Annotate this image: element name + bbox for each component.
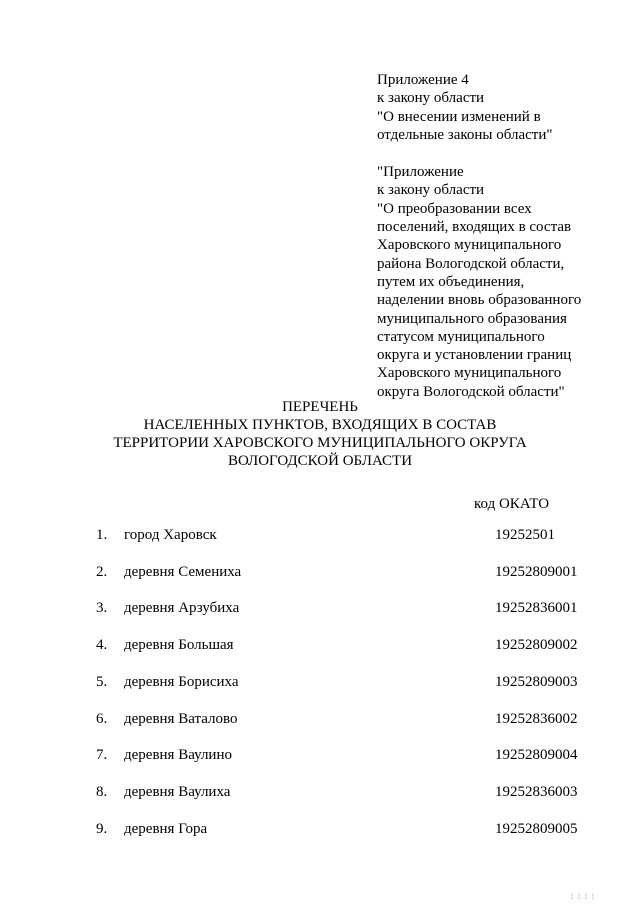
- appendix-block: [377, 71, 627, 401]
- title-line: ТЕРРИТОРИИ ХАРОВСКОГО МУНИЦИПАЛЬНОГО ОКРУГА: [113, 435, 527, 451]
- okato-code: 19252836003: [495, 784, 578, 800]
- appendix-gap: [377, 144, 627, 163]
- title-line: ПЕРЕЧЕНЬ: [282, 399, 358, 415]
- settlement-row: [0, 821, 640, 841]
- quoted-appendix-line: Харовского муниципального: [377, 237, 562, 254]
- settlement-row: [0, 674, 640, 694]
- quoted-appendix-line: путем их объединения,: [377, 273, 525, 290]
- settlement-row: [0, 564, 640, 584]
- row-number: 4.: [96, 637, 108, 653]
- quoted-appendix-line: поселений, входящих в состав: [377, 219, 572, 236]
- settlement-row: [0, 600, 640, 620]
- okato-column-header: код ОКАТО: [474, 496, 550, 512]
- okato-code: 19252809005: [495, 821, 578, 837]
- row-number: 7.: [96, 747, 108, 763]
- row-number: 2.: [96, 564, 108, 580]
- document-title: [0, 398, 640, 470]
- quoted-appendix-line: статусом муниципального: [377, 328, 545, 345]
- quoted-appendix-line: Харовского муниципального: [377, 365, 562, 382]
- settlement-name: деревня Арзубиха: [124, 600, 240, 616]
- okato-code: 19252836002: [495, 711, 578, 727]
- quoted-appendix-line: "О преобразовании всех: [377, 200, 532, 217]
- quoted-appendix-line: округа Вологодской области": [377, 383, 565, 400]
- settlement-name: город Харовск: [124, 527, 217, 543]
- settlement-name: деревня Ваулиха: [124, 784, 231, 800]
- settlement-row: [0, 711, 640, 731]
- appendix-line: к закону области: [377, 90, 485, 107]
- settlement-row: [0, 747, 640, 767]
- settlement-row: [0, 527, 640, 547]
- settlement-name: деревня Гора: [124, 821, 208, 837]
- okato-code: 19252809004: [495, 747, 578, 763]
- quoted-appendix-line: района Вологодской области,: [377, 255, 565, 272]
- scan-artifact-mark: ⋮⋮⋮⋮: [569, 894, 597, 900]
- title-line: ВОЛОГОДСКОЙ ОБЛАСТИ: [227, 453, 413, 469]
- appendix-line: "О внесении изменений в: [377, 108, 541, 125]
- row-number: 8.: [96, 784, 108, 800]
- quoted-appendix-line: наделении вновь образованного: [377, 292, 582, 309]
- settlement-name: деревня Большая: [124, 637, 234, 653]
- quoted-appendix-line: "Приложение: [377, 164, 464, 181]
- settlement-name: деревня Семениха: [124, 564, 242, 580]
- okato-code: 19252501: [495, 527, 555, 543]
- settlement-name: деревня Ваулино: [124, 747, 232, 763]
- row-number: 3.: [96, 600, 108, 616]
- quoted-appendix-line: к закону области: [377, 182, 485, 199]
- appendix-line: Приложение 4: [377, 72, 469, 88]
- okato-code: 19252809003: [495, 674, 578, 690]
- row-number: 5.: [96, 674, 108, 690]
- title-line: НАСЕЛЕННЫХ ПУНКТОВ, ВХОДЯЩИХ В СОСТАВ: [143, 417, 497, 433]
- settlement-name: деревня Борисиха: [124, 674, 239, 690]
- settlement-row: [0, 784, 640, 804]
- appendix-line: отдельные законы области": [377, 126, 553, 143]
- row-number: 6.: [96, 711, 108, 727]
- okato-code: 19252809001: [495, 564, 578, 580]
- quoted-appendix-line: округа и установлении границ: [377, 347, 572, 364]
- settlement-name: деревня Ваталово: [124, 711, 238, 727]
- row-number: 9.: [96, 821, 108, 837]
- settlement-row: [0, 637, 640, 657]
- row-number: 1.: [96, 527, 108, 543]
- okato-code: 19252836001: [495, 600, 578, 616]
- quoted-appendix-line: муниципального образования: [377, 310, 567, 327]
- okato-code: 19252809002: [495, 637, 578, 653]
